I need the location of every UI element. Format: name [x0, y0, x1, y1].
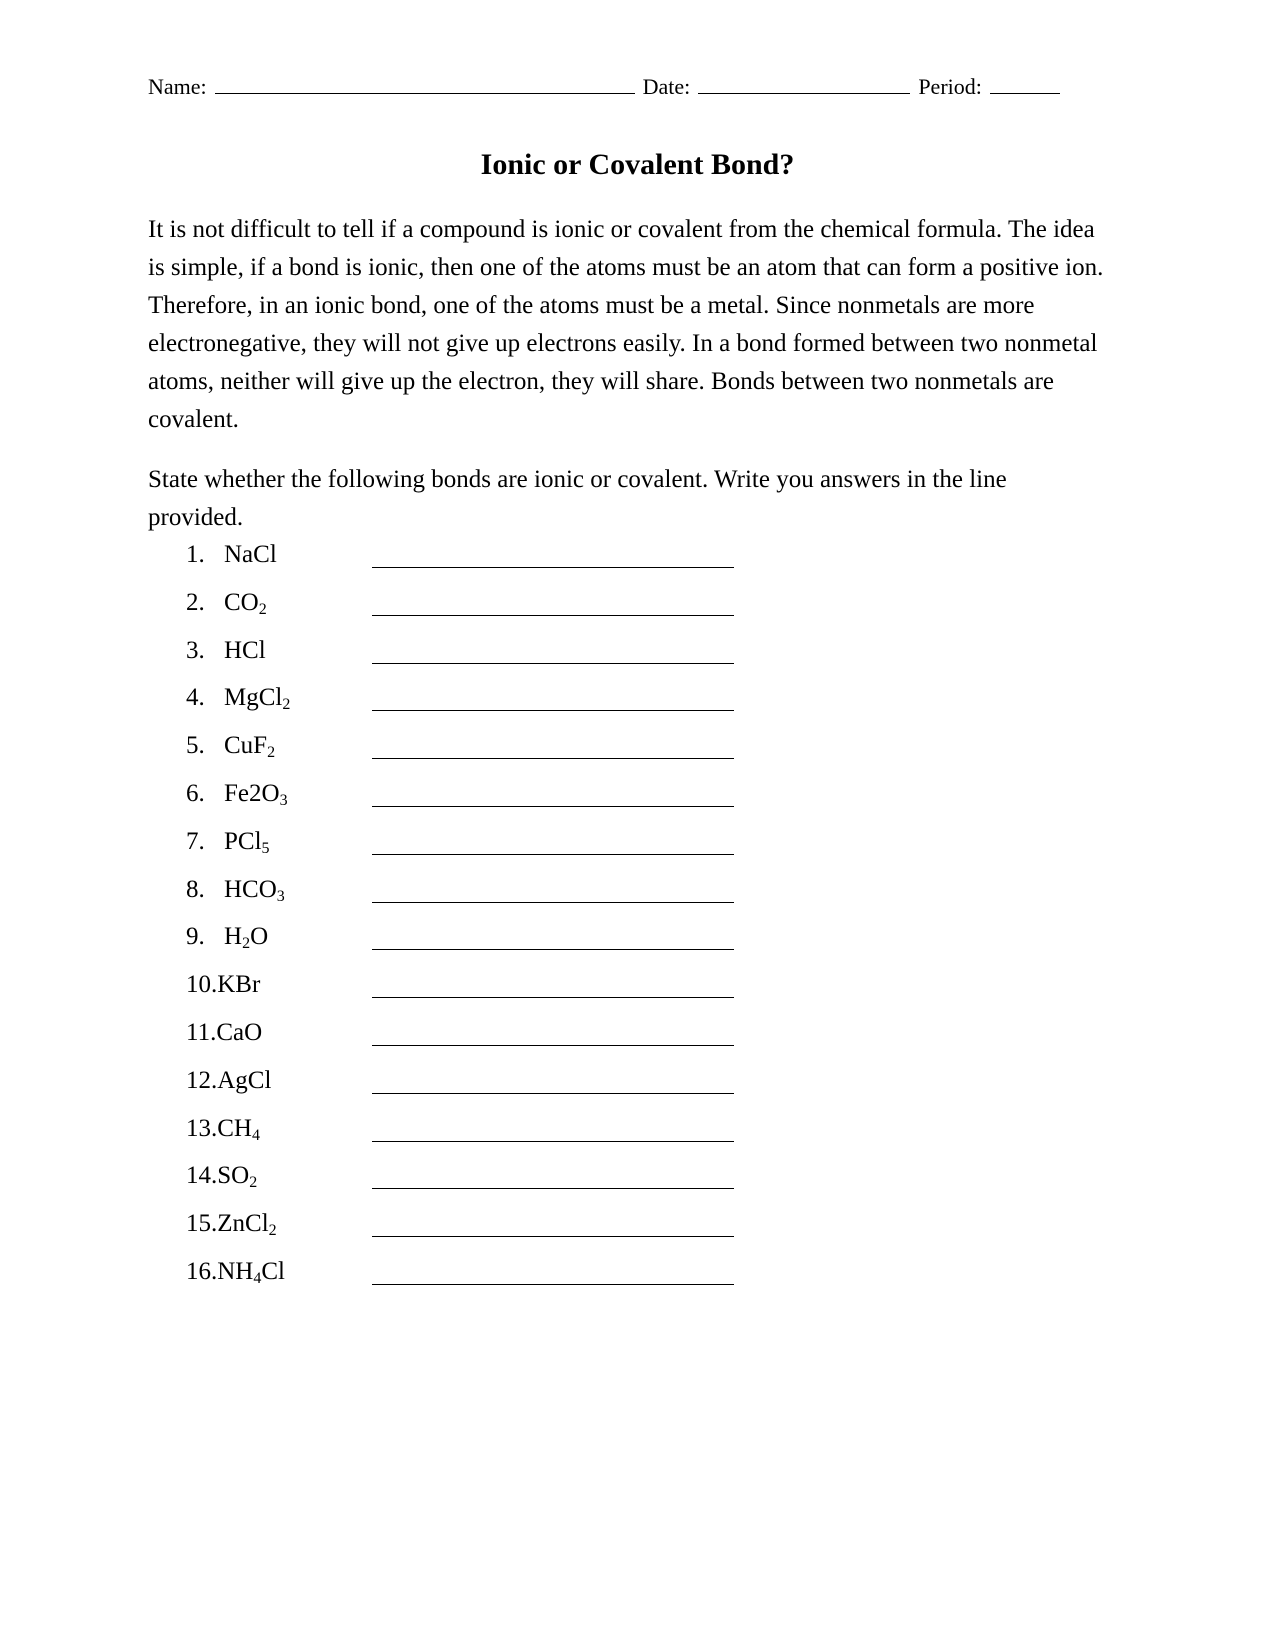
chemical-formula [217, 1210, 277, 1240]
page-title: Ionic or Covalent Bond? [480, 148, 795, 181]
answer-line[interactable] [372, 758, 734, 759]
answer-line[interactable] [372, 854, 734, 855]
formula-text: PCl [224, 827, 262, 855]
question-number: 15. [186, 1210, 218, 1238]
question-item [186, 1063, 271, 1111]
chemical-formula [216, 1019, 262, 1046]
answer-line[interactable] [372, 997, 734, 998]
intro-paragraph: It is not difficult to tell if a compound is ionic or covalent from the chemical formula. The idea is simple, if a bond is ionic, then one of the atoms must be an atom that can form a positive ion. Therefore, in an ionic bond, one of the atoms must be a metal. Since nonmetals are more electronegative, they will not give up electrons easily. In a bond formed between two nonmetal atoms, neither will give up the electron, they will share. Bonds between two nonmetals are covalent. [148, 216, 1104, 433]
formula-text: HCl [224, 636, 266, 664]
formula-text: Cl [261, 1258, 285, 1285]
chemical-formula [217, 971, 260, 998]
question-number: 4. [186, 684, 205, 712]
question-number: 3. [186, 636, 205, 664]
chemical-formula [224, 637, 266, 664]
name-label: Name: [148, 74, 207, 99]
student-info-header [148, 74, 1128, 100]
formula-subscript: 3 [279, 792, 288, 809]
chemical-formula [224, 923, 269, 953]
chemical-formula [224, 541, 277, 568]
question-number: 16. [186, 1258, 218, 1285]
question-item [186, 824, 270, 872]
formula-text: Fe2O [224, 780, 280, 807]
question-item [186, 585, 267, 633]
answer-line[interactable] [372, 710, 734, 711]
date-label: Date: [642, 74, 691, 99]
chemical-formula [217, 1115, 260, 1142]
formula-subscript: 3 [276, 887, 285, 905]
answer-line[interactable] [372, 1093, 734, 1094]
formula-subscript: 2 [258, 600, 267, 618]
formula-subscript: 4 [253, 1270, 262, 1287]
formula-subscript: 5 [261, 839, 270, 857]
question-item [186, 967, 260, 1015]
chemical-formula [224, 589, 267, 616]
chemical-formula [224, 828, 270, 855]
question-item [186, 537, 277, 585]
formula-subscript: 2 [282, 696, 291, 714]
question-number: 13. [186, 1114, 218, 1142]
question-number: 8. [186, 875, 205, 903]
formula-subscript: 2 [268, 1222, 277, 1240]
answer-line[interactable] [372, 1236, 734, 1237]
question-number: 14. [186, 1162, 218, 1190]
formula-text: CO [224, 588, 259, 616]
question-item [186, 872, 285, 920]
instructions-paragraph: State whether the following bonds are ionic or covalent. Write you answers in the line provided. [148, 466, 1007, 531]
question-number: 10. [186, 971, 218, 999]
formula-text: CuF [224, 732, 268, 760]
formula-text: KBr [217, 971, 261, 999]
formula-text: AgCl [217, 1066, 272, 1094]
formula-text: NaCl [224, 541, 277, 568]
chemical-formula [224, 780, 288, 807]
question-item [186, 1206, 277, 1254]
question-item [186, 919, 268, 967]
chemical-formula [224, 732, 276, 762]
question-item [186, 1158, 257, 1206]
formula-subscript: 2 [249, 1174, 258, 1192]
answer-line[interactable] [372, 806, 734, 807]
date-field[interactable] [698, 75, 910, 94]
chemical-formula [217, 1258, 285, 1285]
formula-subscript: 2 [242, 935, 251, 953]
formula-text: O [250, 923, 269, 951]
formula-text: CaO [216, 1019, 263, 1046]
period-field[interactable] [990, 75, 1060, 94]
chemical-formula [217, 1067, 271, 1094]
question-item [186, 680, 290, 728]
answer-line[interactable] [372, 1284, 734, 1285]
period-label: Period: [918, 74, 982, 99]
formula-text: MgCl [224, 684, 283, 712]
question-item [186, 1111, 260, 1159]
question-number: 11. [186, 1019, 217, 1046]
question-number: 1. [186, 541, 205, 568]
answer-line[interactable] [372, 663, 734, 664]
answer-line[interactable] [372, 567, 734, 568]
formula-text: HCO [224, 875, 277, 903]
name-field[interactable] [215, 75, 635, 94]
answer-line[interactable] [372, 615, 734, 616]
question-item [186, 1015, 262, 1063]
question-number: 5. [186, 732, 205, 760]
chemical-formula [224, 876, 285, 903]
answer-line[interactable] [372, 949, 734, 950]
question-number: 7. [186, 827, 205, 855]
question-number: 6. [186, 780, 205, 807]
chemical-formula [224, 684, 291, 714]
answer-line[interactable] [372, 1188, 734, 1189]
answer-line[interactable] [372, 902, 734, 903]
question-number: 9. [186, 923, 205, 951]
formula-text: SO [217, 1162, 250, 1190]
answer-line[interactable] [372, 1141, 734, 1142]
formula-subscript: 2 [267, 744, 276, 762]
formula-text: CH [217, 1114, 252, 1142]
formula-subscript: 4 [251, 1126, 260, 1144]
question-item [186, 1254, 285, 1302]
chemical-formula [217, 1162, 258, 1192]
formula-text: H [224, 923, 243, 951]
question-number: 12. [186, 1066, 218, 1094]
question-item [186, 633, 266, 681]
formula-text: NH [217, 1258, 254, 1285]
formula-text: ZnCl [217, 1210, 269, 1238]
question-number: 2. [186, 588, 205, 616]
question-item [186, 776, 288, 824]
question-item [186, 728, 275, 776]
answer-line[interactable] [372, 1045, 734, 1046]
